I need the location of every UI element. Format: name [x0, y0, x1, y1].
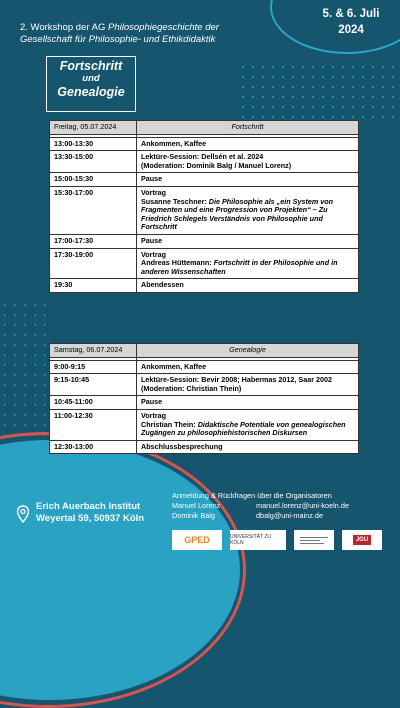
sponsor-logos	[172, 529, 396, 551]
contact-heading: Anmeldung & Rückfragen über die Organisatoren	[172, 491, 332, 500]
contact-row: Manuel Lorenz manuel.lorenz@uni-koeln.de	[172, 500, 349, 510]
uni-koeln-logo: UNIVERSITÄT ZU KÖLN	[230, 530, 286, 550]
table-row: 9:15-10:45 Lektüre-Session: Bevir 2008; Habermas 2012, Saar 2002 (Moderation: Christian Thein)	[50, 374, 359, 396]
event-date: 5. & 6. Juli 2024	[322, 8, 380, 36]
jgu-logo: JGU	[342, 530, 382, 550]
table-header: Samstag, 06.07.2024 Genealogie	[50, 344, 359, 358]
venue-address: Erich Auerbach Institut Weyertal 59, 50937 Köln	[36, 501, 145, 524]
table-row: 15:30-17:00 Vortrag Susanne Teschner: Die Philosophie als „ein System von Fragmenten und eine Progression von Projekten“ – Zu Friedrich Schlegels Verständnis von Philosophie und Fortschritt	[50, 186, 359, 234]
table-row: 9:00-9:15 Ankommen, Kaffee	[50, 360, 359, 374]
table-row: 19:30 Abendessen	[50, 279, 359, 293]
title-box	[46, 56, 136, 112]
title-line-2: und	[82, 73, 100, 84]
location-pin-icon	[16, 505, 30, 523]
table-row: 12:30-13:00 Abschlussbesprechung	[50, 440, 359, 454]
contact-row: Dominik Balg dbalg@uni-mainz.de	[172, 510, 324, 520]
title-line-3: Genealogie	[57, 85, 125, 99]
table-row: 13:30-15:00 Lektüre-Session: Dellsén et al. 2024 (Moderation: Dominik Balg / Manuel Lorenz)	[50, 151, 359, 173]
table-row: 15:00-15:30 Pause	[50, 173, 359, 187]
contact-info	[172, 491, 397, 520]
table-row: 11:00-12:30 Vortrag Christian Thein: Didaktische Potentiale von genealogischen Zugängen zu philosophiehistorischen Diskursen	[50, 409, 359, 440]
schedule-day-1	[49, 120, 359, 293]
gped-logo: GPED	[172, 530, 222, 550]
workshop-header: 2. Workshop der AG Philosophiegeschichte der Gesellschaft für Philosophie- und Ethikdidaktik	[20, 22, 219, 45]
title-line-1: Fortschritt	[59, 59, 123, 73]
email-link[interactable]: manuel.lorenz@uni-koeln.de	[256, 500, 349, 510]
table-header: Freitag, 05.07.2024 Fortschritt	[50, 121, 359, 135]
table-row: 13:00-13:30 Ankommen, Kaffee	[50, 137, 359, 151]
table-row: 17:30-19:00 Vortrag Andreas Hüttemann: Fortschritt in der Philosophie und in anderen Wissenschaften	[50, 248, 359, 279]
table-row: 10:45-11:00 Pause	[50, 396, 359, 410]
decorative-dots	[238, 62, 398, 118]
institute-logo	[294, 530, 334, 550]
decorative-ring-bottom	[0, 432, 246, 708]
table-row: 17:00-17:30 Pause	[50, 234, 359, 248]
email-link[interactable]: dbalg@uni-mainz.de	[256, 510, 324, 520]
institute-logo-icon	[299, 535, 329, 545]
schedule-day-2	[49, 343, 359, 454]
